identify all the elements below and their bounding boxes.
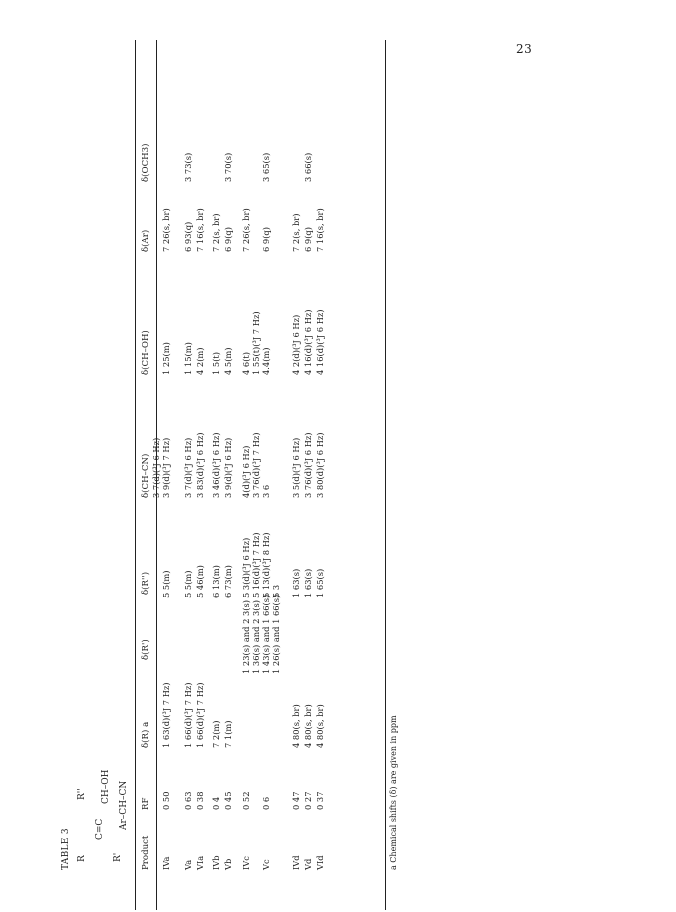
cell-delta-och3: 3 65(s): [261, 152, 271, 182]
cell-delta-ch-oh: 4 16(d)(³J 6 Hz): [315, 309, 325, 375]
structure-cc: C=C: [95, 818, 105, 840]
table-footnote: a Chemical shifts (δ) are given in ppm: [389, 715, 398, 870]
cell-delta-ch-oh: 4 16(d)(³J 6 Hz): [303, 309, 313, 375]
cell-delta-r: 1 66(d)(³J 7 Hz): [195, 682, 205, 748]
table-bottom-rule: [385, 40, 386, 910]
cell-delta-r: 1 63(d)(³J 7 Hz): [161, 682, 171, 748]
cell-delta-r-double-prime: 1 63(s): [291, 568, 301, 598]
cell-product: Va: [183, 859, 193, 870]
cell-delta-ar: 7 16(s, br): [315, 208, 325, 252]
cell-delta-ar: 6 9(q): [223, 227, 233, 252]
cell-delta-r: 4 80(s, br): [315, 704, 325, 748]
cell-delta-r-double-prime: 5 5(m): [183, 570, 193, 598]
cell-delta-r-double-prime: 5 3: [271, 584, 281, 598]
cell-delta-ch-cn: 3 76(d)(³J 7 Hz): [251, 432, 261, 498]
cell-rf: 0 37: [315, 791, 325, 810]
cell-delta-r-double-prime: 6 73(m): [223, 565, 233, 598]
cell-delta-ch-oh: 4 6(t): [241, 351, 251, 375]
header-delta-ch-oh: δ(CH–OH): [141, 330, 151, 375]
cell-delta-ch-cn: 3 5(d)(³J 6 Hz): [291, 437, 301, 498]
cell-rf: 0 6: [261, 796, 271, 810]
structure-ar-chcn: Ar–CH–CN: [119, 780, 129, 830]
cell-delta-r-double-prime: 5 46(m): [195, 565, 205, 598]
header-delta-ar: δ(Ar): [141, 229, 151, 252]
cell-rf: 0 50: [161, 791, 171, 810]
structure-r-prime: R': [113, 852, 123, 862]
cell-delta-r-double-prime: 1 65(s): [315, 568, 325, 598]
cell-product: VIa: [195, 855, 205, 870]
cell-delta-ch-oh: 4 2(m): [195, 347, 205, 375]
cell-delta-och3: 3 73(s): [183, 152, 193, 182]
rotated-table: [55, 70, 405, 870]
cell-delta-ch-oh: 1 5(t): [211, 351, 221, 375]
cell-rf: 0 45: [223, 791, 233, 810]
cell-delta-r-double-prime: 5 16(d)(³J 7 Hz): [251, 532, 261, 598]
header-product: Product: [141, 835, 151, 870]
table-top-rule: [135, 40, 136, 910]
cell-product: Vd: [303, 858, 313, 870]
cell-delta-ch-oh: 4 5(m): [223, 347, 233, 375]
cell-rf: 0 38: [195, 791, 205, 810]
cell-delta-ar: 6 9(q): [261, 227, 271, 252]
cell-rf: 0 63: [183, 791, 193, 810]
header-delta-r-prime: δ(R'): [141, 639, 151, 660]
cell-delta-ch-cn: 3 9(d)(³J 7 Hz): [161, 437, 171, 498]
cell-delta-r-prime: 1 43(s) and 1 66(s): [261, 594, 271, 674]
cell-rf: 0 27: [303, 791, 313, 810]
cell-delta-ar: 7 2(s, br): [291, 213, 301, 252]
cell-delta-ar: 7 26(s, br): [161, 208, 171, 252]
header-delta-r: δ(R) a: [141, 721, 151, 748]
cell-delta-r: 7 2(m): [211, 720, 221, 748]
structure-r: R: [77, 855, 87, 862]
cell-delta-r: 7 1(m): [223, 720, 233, 748]
cell-rf: 0 52: [241, 791, 251, 810]
cell-delta-ch-oh: 1 25(m): [161, 342, 171, 375]
cell-product: Vb: [223, 858, 233, 870]
cell-delta-r-double-prime: 1 63(s): [303, 568, 313, 598]
cell-delta-ch-cn: 3 7(d)(³J 6 Hz): [151, 437, 161, 498]
cell-delta-r: 4 80(s, br): [303, 704, 313, 748]
cell-delta-ch-cn: 3 76(d)(³J 6 Hz): [303, 432, 313, 498]
cell-delta-ch-cn: 3 7(d)(³J 6 Hz): [183, 437, 193, 498]
cell-delta-r-prime: 1 36(s) and 2 3(s): [251, 599, 261, 674]
cell-delta-ar: 7 16(s, br): [195, 208, 205, 252]
cell-delta-r: 4 80(s, br): [291, 704, 301, 748]
cell-delta-ch-cn: 3 6: [261, 484, 271, 498]
cell-delta-ch-oh: 4 2(d)(³J 6 Hz): [291, 314, 301, 375]
cell-delta-och3: 3 66(s): [303, 152, 313, 182]
cell-delta-ar: 7 26(s, br): [241, 208, 251, 252]
cell-product: IVb: [211, 855, 221, 870]
cell-delta-r-double-prime: 5 5(m): [161, 570, 171, 598]
cell-delta-r-double-prime: 6 13(m): [211, 565, 221, 598]
cell-delta-r-prime: 1 23(s) and 2 3(s): [241, 599, 251, 674]
cell-delta-ch-cn: 3 46(d)(³J 6 Hz): [211, 432, 221, 498]
cell-product: VId: [315, 855, 325, 870]
cell-delta-ch-oh: 1 15(m): [183, 342, 193, 375]
cell-rf: 0 47: [291, 791, 301, 810]
cell-product: IVa: [161, 856, 171, 870]
header-delta-ch-cn: δ(CH–CN): [141, 453, 151, 498]
cell-delta-ar: 7 2(s, br): [211, 213, 221, 252]
cell-delta-och3: 3 70(s): [223, 152, 233, 182]
cell-product: IVc: [241, 856, 251, 870]
cell-delta-ch-oh: 1 55(t)(³J 7 Hz): [251, 311, 261, 375]
header-rf: RF: [141, 797, 151, 810]
cell-delta-ar: 6 93(q): [183, 221, 193, 252]
structure-r-double-prime: R'': [77, 788, 87, 800]
cell-product: IVd: [291, 855, 301, 870]
cell-delta-ch-cn: 4(d)(³J 6 Hz): [241, 445, 251, 498]
cell-delta-ar: 6 9(q): [303, 227, 313, 252]
header-delta-och3: δ(OCH3): [141, 143, 151, 182]
cell-product: Vc: [261, 859, 271, 870]
cell-delta-ch-cn: 3 83(d)(³J 6 Hz): [195, 432, 205, 498]
cell-delta-ch-oh: 4.4(m): [261, 347, 271, 375]
header-delta-r-double-prime: δ(R''): [141, 571, 151, 595]
cell-delta-ch-cn: 3 80(d)(³J 6 Hz): [315, 432, 325, 498]
structure-ch-oh: CH–OH: [101, 769, 111, 804]
cell-delta-ch-cn: 3 9(d)(³J 6 Hz): [223, 437, 233, 498]
cell-delta-r-prime: 1 26(s) and 1 66(s): [271, 594, 281, 674]
cell-rf: 0 4: [211, 796, 221, 810]
cell-delta-r: 1 66(d)(³J 7 Hz): [183, 682, 193, 748]
cell-delta-r-double-prime: 5 13(d)(³J 8 Hz): [261, 532, 271, 598]
cell-delta-r-double-prime: 5 3(d)(³J 6 Hz): [241, 537, 251, 598]
table-caption: TABLE 3: [61, 828, 71, 870]
page-number: 23: [516, 42, 533, 56]
